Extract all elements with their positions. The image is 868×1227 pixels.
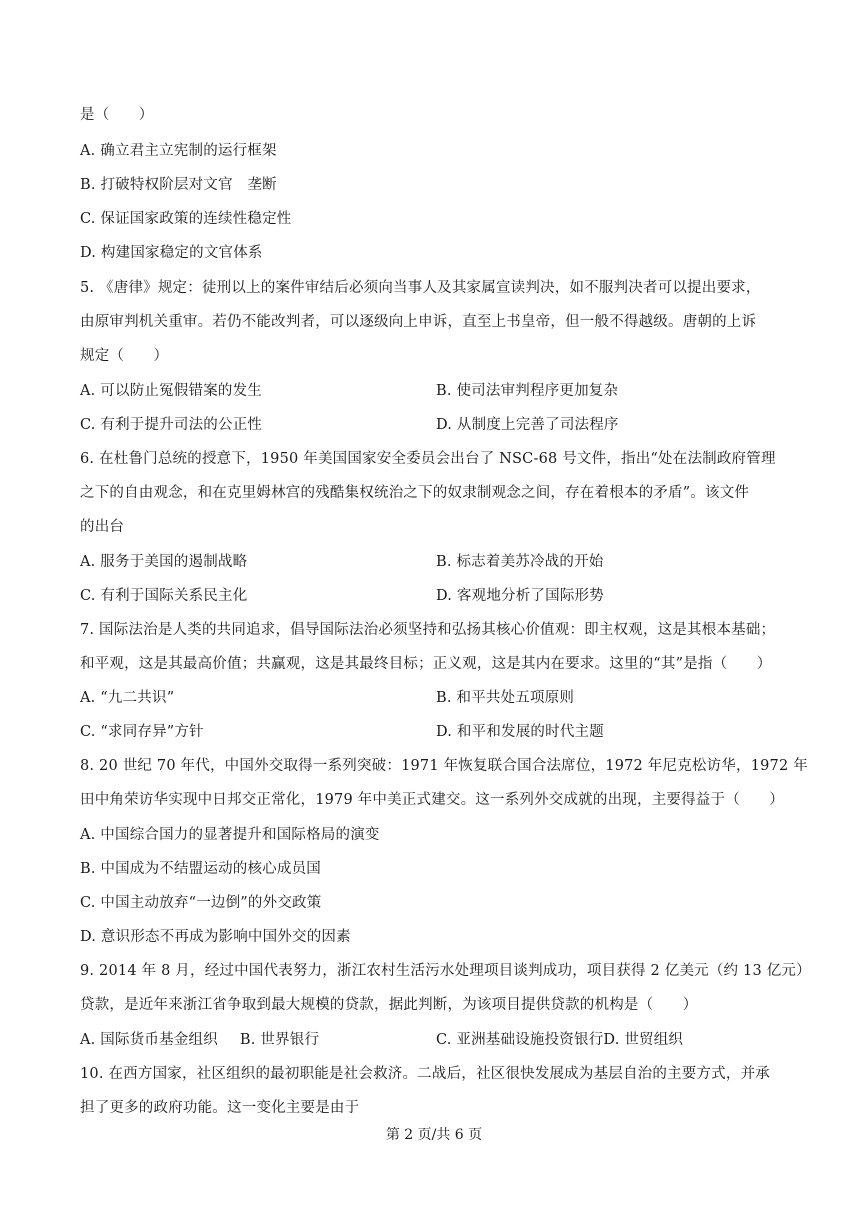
q8-option-a: A. 中国综合国力的显著提升和国际格局的演变 — [80, 827, 380, 843]
q8-option-d: D. 意识形态不再成为影响中国外交的因素 — [80, 929, 351, 945]
q6-stem-line-2: 之下的自由观念，和在克里姆林宫的残酷集权统治之下的奴隶制观念之间，存在着根本的矛盾”。该文件 — [80, 485, 750, 501]
q8-option-c: C. 中国主动放弃“一边倒”的外交政策 — [80, 895, 322, 911]
q5-option-c: C. 有利于提升司法的公正性 — [80, 417, 263, 433]
q4-option-a: A. 确立君主立宪制的运行框架 — [80, 143, 277, 159]
q4-option-b: B. 打破特权阶层对文官 垄断 — [80, 177, 277, 193]
q7-option-a: A. “九二共识” — [80, 690, 175, 706]
q8-stem-line-2: 田中角荣访华实现中日邦交正常化，1979 年中美正式建交。这一系列外交成就的出现，主要得益于（ ） — [80, 792, 785, 808]
q4-stem-end: 是（ ） — [80, 107, 154, 123]
q4-option-c: C. 保证国家政策的连续性稳定性 — [80, 211, 292, 227]
q10-stem-line-2: 担了更多的政府功能。这一变化主要是由于 — [80, 1100, 360, 1116]
page-footer: 第 2 页/共 6 页 — [385, 1127, 483, 1143]
q10-stem-line-1: 10. 在西方国家，社区组织的最初职能是社会救济。二战后，社区很快发展成为基层自治的主要方式，并承 — [80, 1066, 770, 1082]
q9-option-d: D. 世贸组织 — [603, 1032, 684, 1048]
q7-stem-line-2: 和平观，这是其最高价值；共赢观，这是其最终目标；正义观，这是其内在要求。这里的“其”是指（ ） — [80, 656, 772, 672]
q5-option-b: B. 使司法审判程序更加复杂 — [436, 383, 619, 399]
q5-option-a: A. 可以防止冤假错案的发生 — [80, 383, 262, 399]
q6-option-b: B. 标志着美苏冷战的开始 — [436, 554, 604, 570]
q8-stem-line-1: 8. 20 世纪 70 年代，中国外交取得一系列突破：1971 年恢复联合国合法席位，1972 年尼克松访华，1972 年 — [80, 758, 808, 774]
q5-stem-line-2: 由原审判机关重审。若仍不能改判者，可以逐级向上申诉，直至上书皇帝，但一般不得越级。唐朝的上诉 — [80, 314, 757, 330]
q6-option-c: C. 有利于国际关系民主化 — [80, 588, 248, 604]
q9-options-row — [80, 1030, 319, 1050]
q7-stem-line-1: 7. 国际法治是人类的共同追求，倡导国际法治必须坚持和弘扬其核心价值观：即主权观，这是其根本基础； — [80, 622, 776, 638]
q6-option-a: A. 服务于美国的遏制战略 — [80, 554, 248, 570]
q9-options-row-2 — [436, 1030, 683, 1050]
q6-option-d: D. 客观地分析了国际形势 — [436, 588, 604, 604]
q9-option-b: B. 世界银行 — [239, 1032, 320, 1048]
q5-stem-line-3: 规定（ ） — [80, 348, 169, 364]
q9-option-a: A. 国际货币基金组织 — [80, 1032, 218, 1048]
q9-stem-line-1: 9. 2014 年 8 月，经过中国代表努力，浙江农村生活污水处理项目谈判成功，项目获得 2 亿美元（约 13 亿元） — [80, 963, 811, 979]
q6-stem-line-1: 6. 在杜鲁门总统的授意下，1950 年美国国家安全委员会出台了 NSC-68 号文件，指出“处在法制政府管理 — [80, 451, 776, 467]
q5-stem-line-1: 5. 《唐律》规定：徒刑以上的案件审结后必须向当事人及其家属宣读判决，如不服判决者可以提出要求， — [80, 280, 761, 296]
q7-option-d: D. 和平和发展的时代主题 — [436, 724, 604, 740]
q4-option-d: D. 构建国家稳定的文官体系 — [80, 245, 263, 261]
q9-stem-line-2: 贷款，是近年来浙江省争取到最大规模的贷款，据此判断，为该项目提供贷款的机构是（ ） — [80, 997, 698, 1013]
q7-option-c: C. “求同存异”方针 — [80, 724, 204, 740]
q7-option-b: B. 和平共处五项原则 — [436, 690, 575, 706]
q6-stem-line-3: 的出台 — [80, 519, 125, 535]
q8-option-b: B. 中国成为不结盟运动的核心成员国 — [80, 861, 321, 877]
q5-option-d: D. 从制度上完善了司法程序 — [436, 417, 619, 433]
q9-option-c: C. 亚洲基础设施投资银行 — [436, 1032, 604, 1048]
